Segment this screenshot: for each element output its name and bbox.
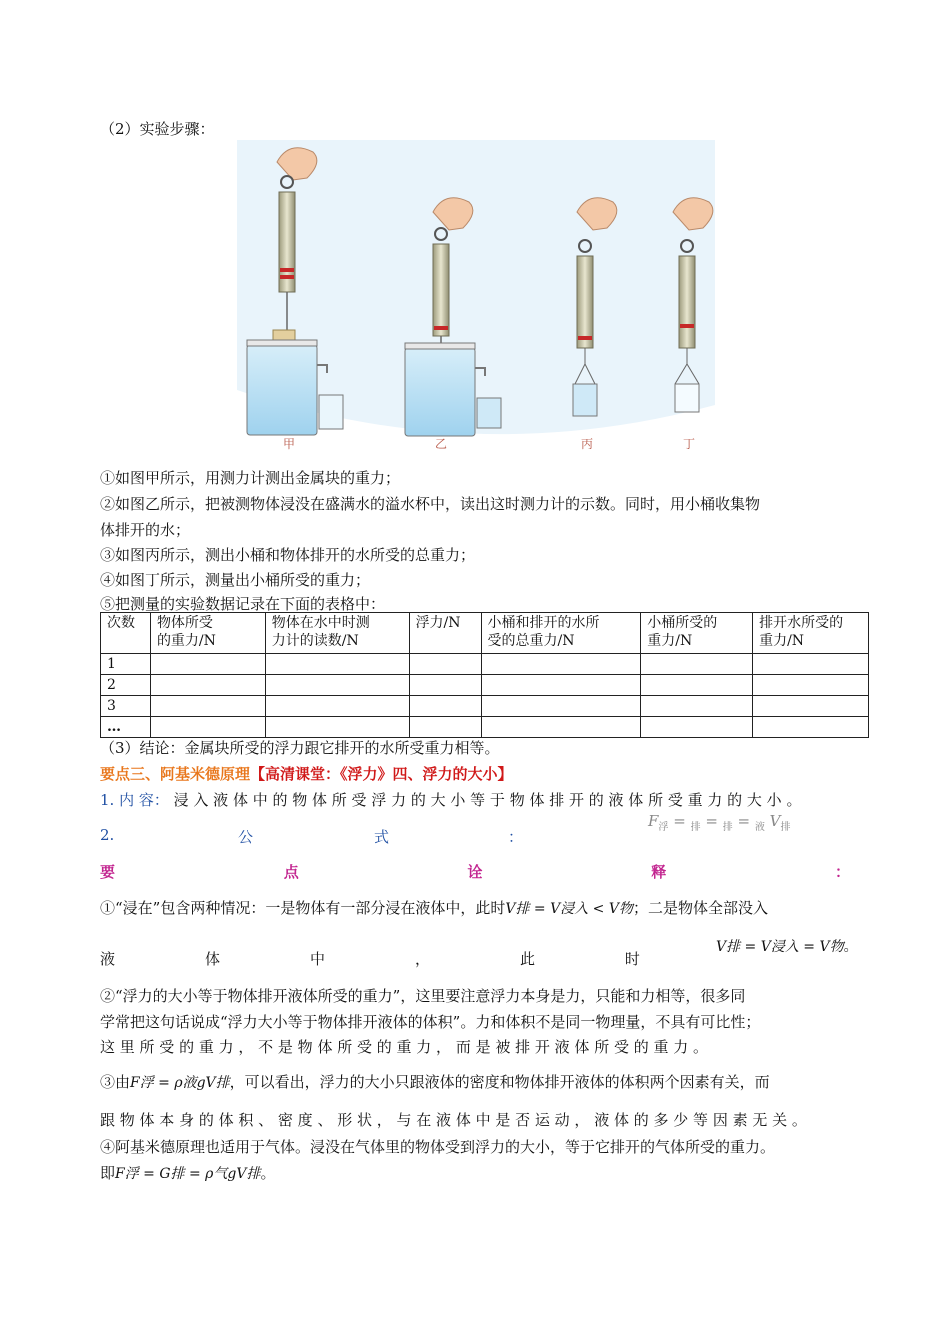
point1-line1: ①“浸在”包含两种情况：一是物体有一部分浸在液体中，此时V排 = V浸入 < V物；二是物体全部没入 xyxy=(100,899,768,917)
step-3: ③如图丙所示，测出小桶和物体排开的水所受的总重力； xyxy=(100,546,476,564)
point3-formula: F浮 = ρ液gV排 xyxy=(130,1075,230,1091)
point3-line1: ③由F浮 = ρ液gV排，可以看出，浮力的大小只跟液体的密度和物体排开液体的体积两个因素有关，而 xyxy=(100,1073,770,1091)
formula-char-shi: 式 xyxy=(374,828,390,846)
content-label: 1. 内 容： xyxy=(100,791,169,809)
content-text: 浸 入 液 体 中 的 物 体 所 受 浮 力 的 大 小 等 于 物 体 排 开 的 液 体 所 受 重 力 的 大 小 。 xyxy=(173,791,802,809)
point1-formula-b: V排 = V浸入 = V物。 xyxy=(716,939,858,955)
table-header-row xyxy=(101,613,869,654)
conclusion: （3）结论：金属块所受的浮力跟它排开的水所受重力相等。 xyxy=(100,739,500,757)
formula-num: 2. xyxy=(100,826,115,844)
section3-link[interactable]: 【高清课堂：《浮力》四、浮力的大小】 xyxy=(250,765,513,783)
table-header-cell: 物体在水中时测 力计的读数/N xyxy=(265,613,409,654)
point3-line2: 跟 物 体 本 身 的 体 积 、 密 度 、 形 状 ， 与 在 液 体 中 是 否 运 动 ， 液 体 的 多 少 等 因 素 无 关 。 xyxy=(100,1111,807,1129)
point1-formula-a: V排 = V浸入 < V物 xyxy=(505,901,633,917)
step-5: ⑤把测量的实验数据记录在下面的表格中： xyxy=(100,595,386,613)
key-points-heading: 要 点 诠 释 ： xyxy=(100,863,850,881)
table-header-cell: 物体所受 的重力/N xyxy=(150,613,265,654)
data-table xyxy=(100,612,869,738)
point4-line2: 即F浮 = G排 = ρ气gV排。 xyxy=(100,1164,276,1182)
table-row: 3 xyxy=(101,696,869,717)
section3-title: 要点三、阿基米德原理 xyxy=(100,765,251,783)
table-header-cell: 小桶所受的 重力/N xyxy=(641,613,753,654)
point4-line1: ④阿基米德原理也适用于气体。浸没在气体里的物体受到浮力的大小，等于它排开的气体所受的重力。 xyxy=(100,1138,776,1156)
figure-label-ding: 丁 xyxy=(683,437,696,451)
figure-label-bing: 丙 xyxy=(581,437,594,451)
table-row: 2 xyxy=(101,675,869,696)
formula-expression: $F_浮 = _排 = _排 = _液$ $V_排$ xyxy=(648,812,791,833)
point4-formula: F浮 = G排 = ρ气gV排 xyxy=(115,1166,261,1182)
table-header-cell: 次数 xyxy=(101,613,151,654)
section3-heading xyxy=(100,764,513,784)
figure-label-yi: 乙 xyxy=(435,437,448,451)
steps-heading: （2）实验步骤： xyxy=(100,120,215,138)
step-4: ④如图丁所示，测量出小桶所受的重力； xyxy=(100,571,371,589)
point2-line1: ②“浮力的大小等于物体排开液体所受的重力”，这里要注意浮力本身是力，只能和力相等，很多同 xyxy=(100,987,746,1005)
table-header-cell: 排开水所受的 重力/N xyxy=(753,613,869,654)
step-2: ②如图乙所示，把被测物体浸没在盛满水的溢水杯中，读出这时测力计的示数。同时，用小桶收集物 xyxy=(100,495,761,513)
experiment-figure xyxy=(237,140,715,460)
point1-line2: 液 体 中 ， 此 时 xyxy=(100,950,640,968)
table-header-cell: 小桶和排开的水所 受的总重力/N xyxy=(481,613,641,654)
formula-char-gong: 公 xyxy=(238,828,254,846)
table-row: … xyxy=(101,717,869,738)
table-row: 1 xyxy=(101,654,869,675)
table-header-cell: 浮力/N xyxy=(409,613,481,654)
point2-line2: 学常把这句话说成“浮力大小等于物体排开液体的体积”。力和体积不是同一物理量，不具有可比性； xyxy=(100,1013,761,1031)
formula-colon: ： xyxy=(508,828,524,846)
step-2-cont: 体排开的水； xyxy=(100,521,191,539)
content-line xyxy=(100,790,801,810)
figure-label-jia: 甲 xyxy=(283,437,296,451)
step-1: ①如图甲所示，用测力计测出金属块的重力； xyxy=(100,469,401,487)
point2-line3: 这 里 所 受 的 重 力 ， 不 是 物 体 所 受 的 重 力 ， 而 是 被 排 开 液 体 所 受 的 重 力 。 xyxy=(100,1038,709,1056)
